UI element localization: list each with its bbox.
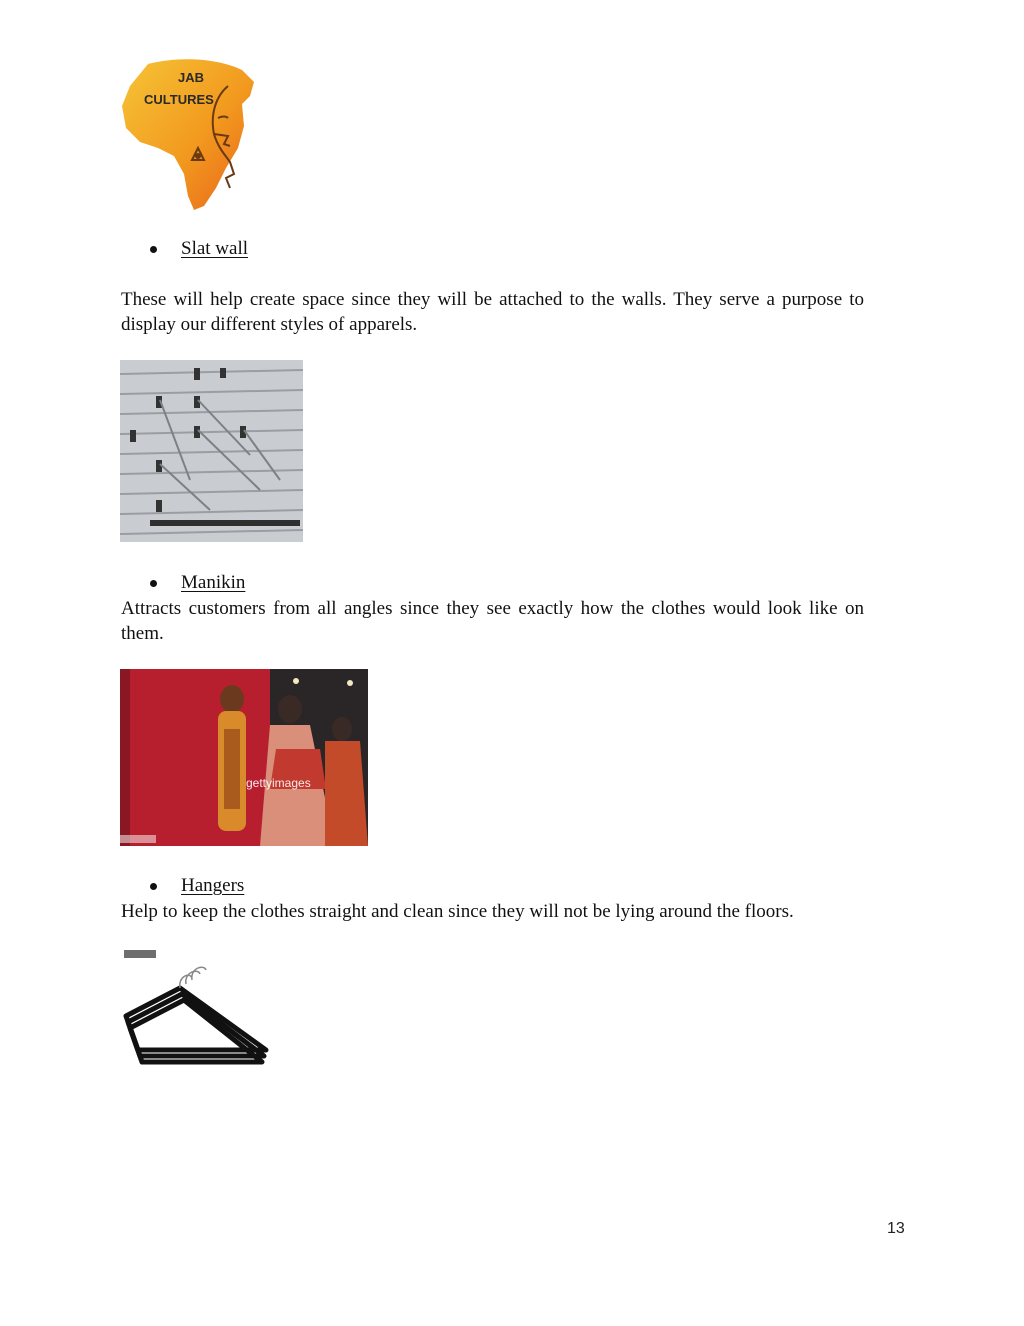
section-body: These will help create space since they will be attached to the walls. They serve a purpose to display our different styles of apparels. (121, 289, 864, 335)
watermark: gettyimages (246, 776, 311, 790)
logo-line2: CULTURES (144, 92, 214, 107)
bullet-dot (150, 883, 157, 890)
bullet-dot (150, 246, 157, 253)
bullet-slat-wall (150, 237, 248, 261)
jab-cultures-logo (118, 56, 260, 214)
hangers-image (120, 946, 272, 1068)
section-body: Help to keep the clothes straight and clean since they will not be lying around the floors. (121, 901, 794, 922)
bullet-manikin (150, 571, 245, 595)
section-heading: Manikin (181, 572, 246, 593)
logo-line1: JAB (178, 70, 205, 85)
bullet-dot (150, 580, 157, 587)
slat-wall-image (120, 360, 303, 542)
bullet-hangers (150, 874, 244, 898)
manikin-image (120, 669, 368, 846)
page-number: 13 (887, 1220, 905, 1237)
section-heading: Hangers (181, 875, 245, 896)
section-body: Attracts customers from all angles since they see exactly how the clothes would look like on them. (121, 598, 864, 644)
section-heading: Slat wall (181, 238, 249, 259)
